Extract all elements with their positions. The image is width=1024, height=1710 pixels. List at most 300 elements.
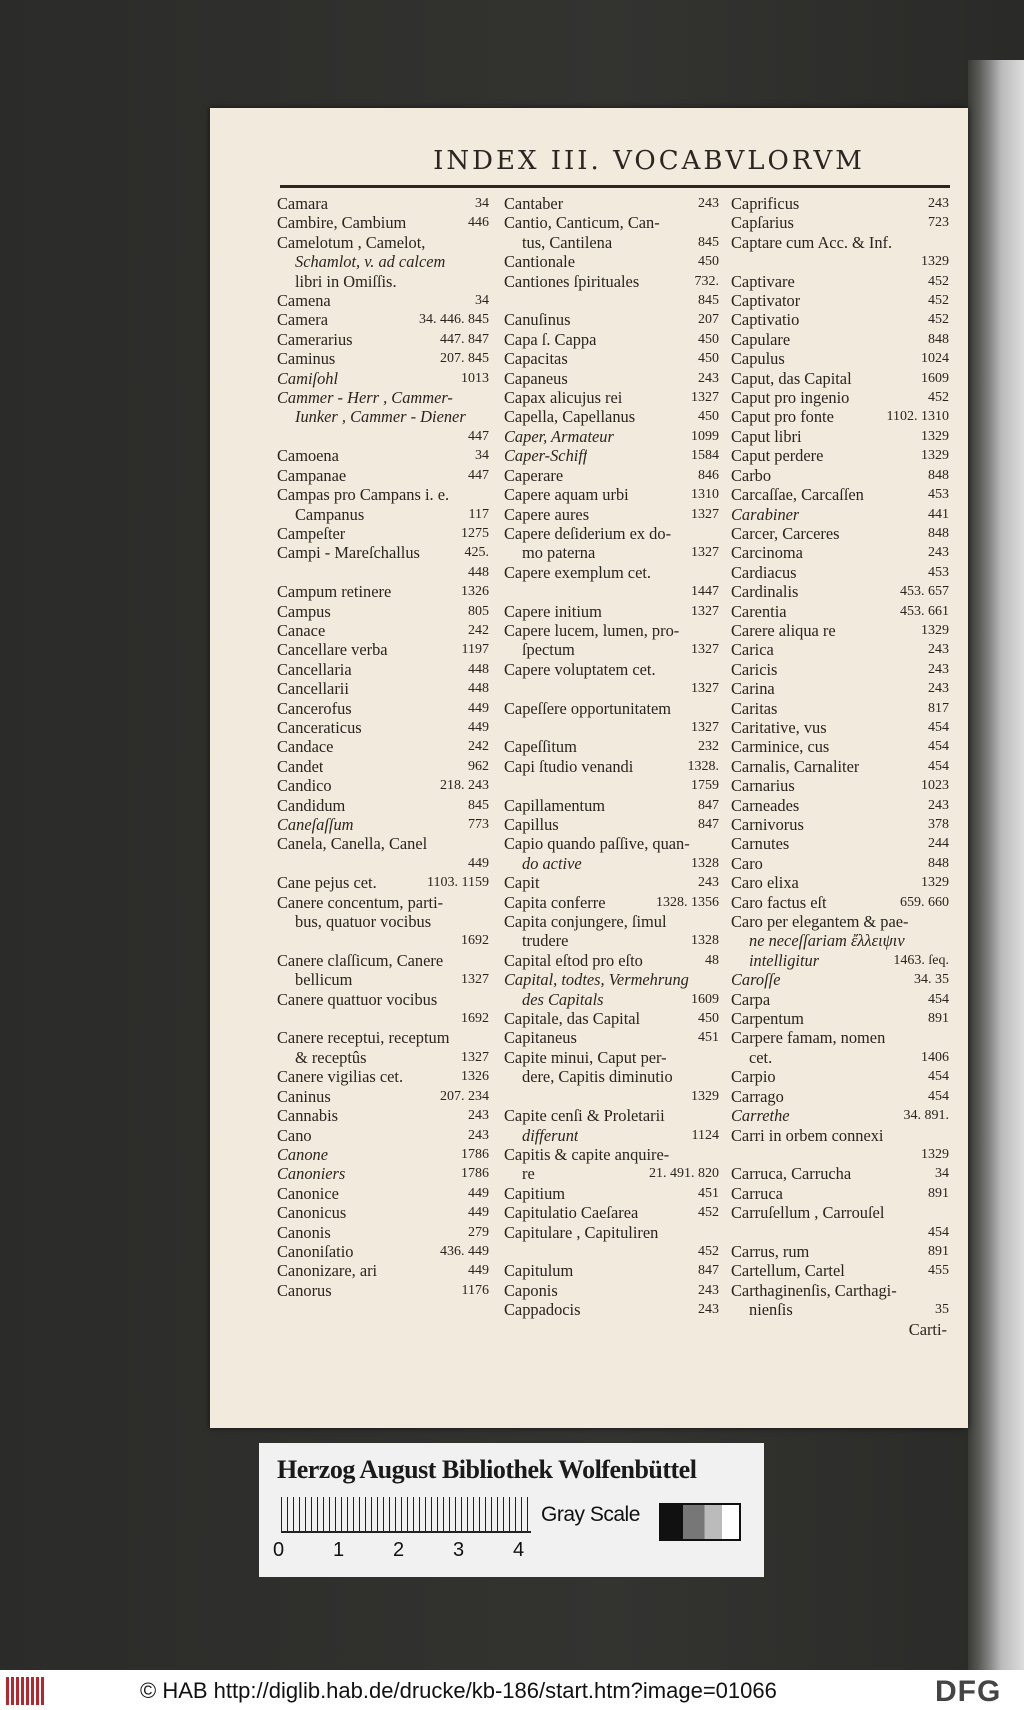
- index-entry-line: [277, 679, 489, 698]
- index-entry-line: [731, 1281, 949, 1300]
- index-entry-line: [731, 252, 949, 271]
- entry-term: Carrago: [731, 1086, 784, 1106]
- hab-logo-icon: [6, 1677, 46, 1705]
- index-entry-line: [731, 718, 949, 737]
- entry-term: Camara: [277, 194, 328, 213]
- index-entry-line: [277, 1203, 489, 1222]
- entry-term: Carrethe: [731, 1106, 790, 1126]
- index-entry-line: [731, 1223, 949, 1242]
- entry-page-number: 845: [468, 797, 489, 813]
- index-entry-line: [504, 1048, 719, 1067]
- index-entry-line: [504, 815, 719, 834]
- entry-term: Carnutes: [731, 834, 790, 854]
- entry-term: Capitulatio Caeſarea: [504, 1203, 639, 1223]
- index-entry-line: [731, 873, 949, 892]
- index-entry: [277, 660, 489, 679]
- index-entry: [277, 349, 489, 368]
- index-entry-line: [731, 213, 949, 232]
- index-entry: [504, 893, 719, 912]
- index-entry-line: [731, 1067, 949, 1086]
- index-entry-line: [504, 757, 719, 776]
- index-entry: [277, 1087, 489, 1106]
- entry-term: Cannabis: [277, 1106, 339, 1126]
- entry-page-number: 243: [468, 1108, 489, 1124]
- entry-term: Carrus, rum: [731, 1241, 810, 1261]
- entry-term: des Capitals: [522, 989, 604, 1009]
- entry-page-number: 1023: [921, 778, 949, 794]
- entry-page-number: 1327: [461, 972, 489, 988]
- index-entry: [731, 272, 949, 291]
- index-entry: [731, 970, 949, 989]
- index-entry-line: [504, 1261, 719, 1280]
- entry-page-number: 449: [468, 700, 489, 716]
- entry-page-number: 723: [928, 215, 949, 231]
- entry-page-number: 817: [928, 700, 949, 716]
- index-entry-line: [731, 1106, 949, 1125]
- entry-term: Caro: [731, 853, 763, 873]
- entry-term: Campum retinere: [277, 582, 392, 602]
- entry-term: Canonizare, ari: [277, 1261, 378, 1281]
- index-entry-line: [504, 796, 719, 815]
- footer-source-link[interactable]: © HAB http://diglib.hab.de/drucke/kb-186/start.htm?image=01066: [140, 1678, 777, 1703]
- entry-term: Cano: [277, 1125, 312, 1145]
- index-entry: [731, 796, 949, 815]
- entry-page-number: 848: [928, 331, 949, 347]
- entry-page-number: 34: [935, 1166, 949, 1182]
- entry-page-number: 1609: [691, 991, 719, 1007]
- index-entry: [731, 737, 949, 756]
- index-entry-line: [731, 815, 949, 834]
- index-entry-line: [731, 893, 949, 912]
- index-entry: [731, 310, 949, 329]
- entry-term: Camerarius: [277, 329, 353, 349]
- index-entry-line: [504, 505, 719, 524]
- entry-term: Canere receptui, receptum: [277, 1028, 450, 1048]
- index-entry-line: [277, 1087, 489, 1106]
- entry-page-number: 450: [698, 254, 719, 270]
- index-entry-line: [277, 699, 489, 718]
- entry-page-number: 232: [698, 739, 719, 755]
- index-entry-line: [731, 1028, 949, 1047]
- entry-page-number: 847: [698, 797, 719, 813]
- index-entry: [277, 815, 489, 834]
- entry-page-number: 732.: [694, 273, 719, 289]
- header-rule: [280, 185, 950, 188]
- index-entry-line: [277, 640, 489, 659]
- entry-page-number: 1310: [691, 487, 719, 503]
- entry-page-number: 244: [928, 836, 949, 852]
- entry-page-number: 207. 845: [440, 351, 489, 367]
- index-entry-line: [277, 737, 489, 756]
- index-entry: [731, 912, 949, 970]
- index-entry-line: [504, 330, 719, 349]
- index-entry-line: [504, 252, 719, 271]
- entry-page-number: 1329: [921, 622, 949, 638]
- entry-term: Cantiones ſpirituales: [504, 271, 640, 291]
- entry-term: Capaneus: [504, 368, 568, 388]
- entry-page-number: 243: [928, 196, 949, 211]
- index-entry: [277, 699, 489, 718]
- entry-page-number: 243: [698, 196, 719, 211]
- index-entry: [504, 1184, 719, 1203]
- entry-page-number: 449: [468, 1185, 489, 1201]
- entry-page-number: 805: [468, 603, 489, 619]
- index-entry: [504, 427, 719, 446]
- index-entry: [504, 699, 719, 738]
- index-entry: [504, 407, 719, 426]
- index-entry-line: [731, 679, 949, 698]
- entry-term: Cappadocis: [504, 1300, 581, 1320]
- entry-page-number: 1326: [461, 1069, 489, 1085]
- entry-term: Carina: [731, 679, 775, 699]
- entry-page-number: 1786: [461, 1166, 489, 1182]
- entry-term: Camiſohl: [277, 368, 339, 388]
- entry-page-number: 447: [468, 467, 489, 483]
- entry-page-number: 425.: [464, 545, 489, 561]
- entry-page-number: 449: [468, 719, 489, 735]
- color-ruler-card: [259, 1443, 764, 1577]
- index-entry-line: [731, 834, 949, 853]
- entry-page-number: 848: [928, 467, 949, 483]
- entry-term: Canace: [277, 620, 326, 640]
- entry-term: Caper-Schiff: [504, 446, 588, 466]
- entry-page-number: 1609: [921, 370, 949, 386]
- entry-term: Campanus: [295, 504, 365, 524]
- index-entry: [731, 233, 949, 272]
- entry-term: Caritas: [731, 698, 778, 718]
- index-entry: [504, 388, 719, 407]
- index-entry: [277, 602, 489, 621]
- index-entry-line: [731, 407, 949, 426]
- index-entry-line: [277, 796, 489, 815]
- entry-page-number: 659. 660: [900, 894, 949, 910]
- index-entry: [277, 893, 489, 951]
- index-entry: [731, 427, 949, 446]
- index-column-3: [731, 194, 949, 1339]
- entry-page-number: 1327: [691, 506, 719, 522]
- index-entry-line: [504, 543, 719, 562]
- entry-page-number: 452: [928, 273, 949, 289]
- entry-page-number: 242: [468, 622, 489, 638]
- entry-page-number: 207: [698, 312, 719, 328]
- entry-page-number: 1327: [691, 719, 719, 735]
- entry-term: Candace: [277, 737, 334, 757]
- index-entry: [504, 1106, 719, 1145]
- index-entry: [277, 1106, 489, 1125]
- entry-term: Carthaginenſis, Carthagi-: [731, 1280, 897, 1300]
- entry-term: Captivare: [731, 271, 795, 291]
- entry-page-number: 1328.: [687, 758, 719, 774]
- index-entry: [504, 213, 719, 252]
- entry-term: Capite cenſi & Proletarii: [504, 1106, 665, 1126]
- index-entry: [277, 485, 489, 524]
- index-entry: [277, 1242, 489, 1261]
- entry-page-number: 454: [928, 758, 949, 774]
- index-entry-line: [277, 194, 489, 213]
- index-entry: [504, 466, 719, 485]
- entry-term: Capax alicujus rei: [504, 388, 623, 408]
- entry-term: Capitulare , Capituliren: [504, 1222, 659, 1242]
- entry-term: Carcaſſae, Carcaſſen: [731, 485, 864, 505]
- ruler-number: 3: [453, 1539, 465, 1561]
- entry-term: Caricis: [731, 659, 778, 679]
- index-entry: [504, 1223, 719, 1262]
- index-entry-line: [504, 524, 719, 543]
- entry-page-number: 451: [698, 1185, 719, 1201]
- entry-term: differunt: [522, 1125, 579, 1145]
- index-entry-line: [277, 854, 489, 873]
- entry-page-number: 448: [468, 681, 489, 697]
- index-entry-line: [731, 1145, 949, 1164]
- entry-page-number: 1406: [921, 1049, 949, 1065]
- index-entry: [277, 310, 489, 329]
- index-entry: [504, 757, 719, 796]
- index-entry-line: [277, 951, 489, 970]
- entry-page-number: 446: [468, 215, 489, 231]
- entry-page-number: 436. 449: [440, 1243, 489, 1259]
- index-entry-line: [504, 369, 719, 388]
- index-entry-line: [504, 951, 719, 970]
- entry-term: Canere vigilias cet.: [277, 1067, 404, 1087]
- index-entry: [731, 1242, 949, 1261]
- entry-page-number: 845: [698, 234, 719, 250]
- entry-term: Capere aures: [504, 504, 590, 524]
- entry-term: Capite minui, Caput per-: [504, 1047, 667, 1067]
- ruler-number: 2: [393, 1539, 405, 1561]
- index-entry-line: [277, 757, 489, 776]
- index-entry-line: [504, 873, 719, 892]
- index-entry: [504, 815, 719, 834]
- index-entry: [504, 1145, 719, 1184]
- entry-page-number: 454: [928, 1224, 949, 1240]
- entry-page-number: 1327: [691, 545, 719, 561]
- index-entry-line: [731, 990, 949, 1009]
- index-entry: [504, 1028, 719, 1047]
- index-entry-line: [731, 951, 949, 970]
- index-entry: [731, 1126, 949, 1165]
- index-entry-line: [277, 621, 489, 640]
- entry-page-number: 35: [935, 1302, 949, 1318]
- index-entry-line: [731, 660, 949, 679]
- index-entry: [504, 563, 719, 602]
- entry-term: Caput, das Capital: [731, 368, 852, 388]
- index-entry-line: [504, 854, 719, 873]
- index-entry-line: [277, 834, 489, 853]
- index-entry: [504, 1009, 719, 1028]
- index-entry-line: [731, 1184, 949, 1203]
- entry-page-number: 452: [928, 312, 949, 328]
- entry-page-number: 447. 847: [440, 331, 489, 347]
- index-entry: [731, 1067, 949, 1086]
- index-entry: [731, 369, 949, 388]
- index-entry-line: [731, 194, 949, 213]
- entry-page-number: 243: [928, 642, 949, 658]
- entry-term: Cantaber: [504, 194, 564, 213]
- scale-ruler: [281, 1497, 531, 1533]
- entry-page-number: 452: [928, 390, 949, 406]
- entry-term: Canuſinus: [504, 310, 571, 330]
- index-entry: [731, 660, 949, 679]
- index-entry-line: [504, 912, 719, 931]
- index-entry-line: [504, 1184, 719, 1203]
- entry-term: Campi - Mareſchallus: [277, 543, 420, 563]
- index-entry: [277, 543, 489, 582]
- index-entry: [277, 640, 489, 659]
- entry-term: Capit: [504, 873, 540, 893]
- entry-term: Canceraticus: [277, 717, 362, 737]
- catchword: Carti-: [908, 1319, 947, 1339]
- index-entry: [731, 1106, 949, 1125]
- index-entry-line: [277, 1048, 489, 1067]
- entry-term: Caminus: [277, 349, 336, 369]
- index-entry-line: [731, 1164, 949, 1183]
- index-entry: [277, 330, 489, 349]
- entry-page-number: 1329: [921, 254, 949, 270]
- index-entry: [504, 349, 719, 368]
- entry-term: Capital eſtod pro eſto: [504, 950, 643, 970]
- entry-term: Canere claſſicum, Canere: [277, 950, 444, 970]
- index-entry: [277, 951, 489, 990]
- index-entry-line: [731, 485, 949, 504]
- entry-page-number: 243: [698, 370, 719, 386]
- entry-term: Canoniſatio: [277, 1241, 354, 1261]
- index-entry: [504, 1203, 719, 1222]
- index-entry-line: [504, 1067, 719, 1086]
- entry-page-number: 450: [698, 1011, 719, 1027]
- entry-term: Candidum: [277, 795, 346, 815]
- index-entry-line: [504, 893, 719, 912]
- index-entry-line: [277, 1126, 489, 1145]
- index-entry-line: [504, 213, 719, 232]
- index-entry: [731, 1203, 949, 1242]
- entry-page-number: 454: [928, 1088, 949, 1104]
- index-entry-line: [504, 233, 719, 252]
- entry-term: Cancellare verba: [277, 640, 388, 660]
- entry-page-number: 454: [928, 991, 949, 1007]
- entry-term: Capſarius: [731, 213, 794, 233]
- entry-page-number: 1327: [691, 603, 719, 619]
- entry-term: Caput libri: [731, 426, 802, 446]
- index-entry-line: [277, 1009, 489, 1028]
- index-entry-line: [731, 737, 949, 756]
- index-entry-line: [731, 796, 949, 815]
- index-entry: [731, 485, 949, 504]
- index-entry-line: [504, 1300, 719, 1319]
- index-entry: [731, 194, 949, 213]
- entry-page-number: 891: [928, 1185, 949, 1201]
- index-entry-line: [731, 1126, 949, 1145]
- index-entry-line: [504, 427, 719, 446]
- entry-term: Capulus: [731, 349, 785, 369]
- index-entry: [504, 1048, 719, 1106]
- index-entry-line: [731, 466, 949, 485]
- index-entry: [277, 233, 489, 291]
- entry-page-number: 450: [698, 409, 719, 425]
- entry-term: Campanae: [277, 465, 347, 485]
- index-entry-line: [731, 330, 949, 349]
- entry-page-number: 243: [698, 1302, 719, 1318]
- index-entry-line: [277, 931, 489, 950]
- entry-page-number: 449: [468, 1263, 489, 1279]
- index-entry: [504, 912, 719, 951]
- index-entry: [277, 1203, 489, 1222]
- index-entry-line: [731, 602, 949, 621]
- index-entry: [504, 737, 719, 756]
- index-entry: [731, 679, 949, 698]
- dfg-logo: DFG: [935, 1675, 1002, 1708]
- entry-page-number: 34: [475, 196, 489, 211]
- entry-page-number: 207. 234: [440, 1088, 489, 1104]
- index-entry: [731, 1261, 949, 1280]
- entry-page-number: 1329: [921, 1146, 949, 1162]
- entry-page-number: 453: [928, 564, 949, 580]
- entry-term: bus, quatuor vocibus: [295, 912, 432, 932]
- index-entry-line: [277, 1281, 489, 1300]
- entry-term: Canela, Canella, Canel: [277, 834, 428, 854]
- entry-page-number: 452: [698, 1205, 719, 1221]
- index-entry-line: [731, 1242, 949, 1261]
- index-entry-line: [731, 563, 949, 582]
- entry-term: Capita conjungere, ſimul: [504, 912, 667, 932]
- entry-page-number: 279: [468, 1224, 489, 1240]
- entry-term: Capital, todtes, Vermehrung: [504, 970, 689, 990]
- index-entry-line: [504, 1242, 719, 1261]
- entry-term: Canonice: [277, 1183, 339, 1203]
- entry-term: Capita conferre: [504, 892, 606, 912]
- entry-page-number: 1447: [691, 584, 719, 600]
- index-entry-line: [504, 407, 719, 426]
- index-entry: [277, 1184, 489, 1203]
- index-entry-line: [731, 349, 949, 368]
- index-entry-line: [504, 640, 719, 659]
- entry-page-number: 1329: [921, 448, 949, 464]
- index-entry: [731, 854, 949, 873]
- index-entry: [731, 815, 949, 834]
- index-entry-line: [277, 233, 489, 252]
- entry-term: Cancerofus: [277, 698, 352, 718]
- index-entry: [277, 1028, 489, 1067]
- entry-page-number: 448: [468, 564, 489, 580]
- index-entry-line: [504, 582, 719, 601]
- index-entry-line: [277, 1145, 489, 1164]
- entry-term: Carcinoma: [731, 543, 803, 563]
- entry-page-number: 243: [928, 681, 949, 697]
- entry-page-number: 449: [468, 1205, 489, 1221]
- entry-page-number: 453. 661: [900, 603, 949, 619]
- entry-term: Schamlot, v. ad calcem: [295, 252, 446, 272]
- entry-page-number: 243: [698, 1282, 719, 1298]
- index-entry: [731, 524, 949, 543]
- index-entry: [731, 291, 949, 310]
- entry-term: mo paterna: [522, 543, 596, 563]
- entry-page-number: 848: [928, 525, 949, 541]
- index-entry-line: [277, 349, 489, 368]
- index-entry: [731, 699, 949, 718]
- index-entry-line: [504, 349, 719, 368]
- index-entry-line: [504, 485, 719, 504]
- entry-page-number: 48: [705, 952, 719, 968]
- entry-term: Carpentum: [731, 1009, 804, 1029]
- index-entry: [277, 291, 489, 310]
- index-entry-line: [277, 1184, 489, 1203]
- entry-page-number: 243: [928, 797, 949, 813]
- index-entry-line: [277, 466, 489, 485]
- index-entry-line: [504, 1126, 719, 1145]
- entry-page-number: 1329: [691, 1088, 719, 1104]
- index-entry: [731, 873, 949, 892]
- entry-page-number: 441: [928, 506, 949, 522]
- index-entry-line: [277, 1261, 489, 1280]
